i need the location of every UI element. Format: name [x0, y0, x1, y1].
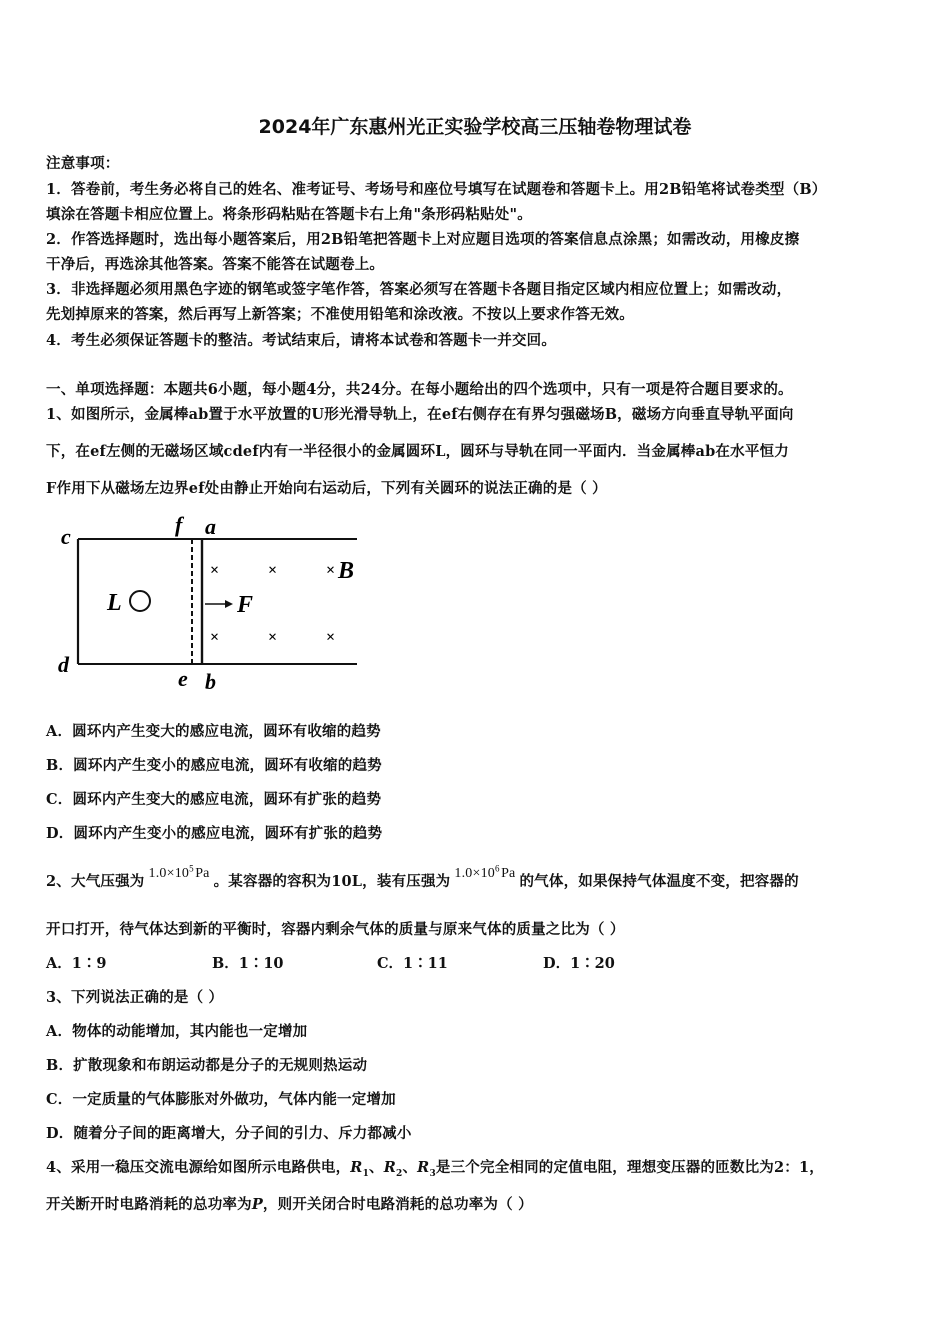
- notice-heading: 注意事项：: [46, 155, 120, 172]
- q2-option-b: B．1∶10: [212, 955, 284, 972]
- q3-option-d: D．随着分子间的距离增大，分子间的引力、斥力都减小: [46, 1125, 412, 1142]
- q2-formula-gas: $1.0\times 10^6$ Pa: [454, 863, 516, 881]
- label-b: b: [205, 669, 216, 694]
- page-title: 2024年广东惠州光正实验学校高三压轴卷物理试卷: [258, 116, 692, 138]
- label-c: c: [61, 524, 71, 549]
- q2-option-d: D．1∶20: [543, 955, 615, 972]
- field-cross: ×: [268, 562, 278, 579]
- label-e: e: [178, 666, 188, 691]
- label-F: F: [237, 592, 254, 618]
- field-cross: ×: [268, 629, 278, 646]
- q1-stem-line: F作用下从磁场左边界ef处由静止开始向右运动后，下列有关圆环的说法正确的是（ ）: [46, 480, 607, 497]
- q3-stem: 3、下列说法正确的是（ ）: [46, 989, 224, 1006]
- notice-line: 2．作答选择题时，选出每小题答案后，用2B铅笔把答题卡上对应题目选项的答案信息点涂黑；如需改动，用橡皮擦: [46, 231, 800, 248]
- q3-option-b: B．扩散现象和布朗运动都是分子的无规则热运动: [46, 1057, 368, 1074]
- q2-text: 2、大气压强为: [46, 873, 145, 890]
- notice-line: 填涂在答题卡相应位置上。将条形码粘贴在答题卡右上角"条形码粘贴处"。: [46, 206, 532, 223]
- q1-stem-line: 下，在ef左侧的无磁场区域cdef内有一半径很小的金属圆环L，圆环与导轨在同一平面内．当金属棒ab在水平恒力: [46, 443, 789, 460]
- q1-option-d: D．圆环内产生变小的感应电流，圆环有扩张的趋势: [46, 825, 383, 842]
- field-cross: ×: [326, 562, 336, 579]
- q2-formula-atm: $1.0\times 10^5$ Pa: [148, 863, 210, 881]
- q2-stem-line1: [46, 863, 799, 891]
- section-heading: 一、单项选择题：本题共6小题，每小题4分，共24分。在每小题给出的四个选项中，只有一项是符合题目要求的。: [46, 381, 793, 398]
- notice-line: 1．答卷前，考生务必将自己的姓名、准考证号、考场号和座位号填写在试题卷和答题卡上。用2B铅笔将试卷类型（B）: [46, 181, 827, 198]
- label-d: d: [58, 652, 69, 677]
- q4-stem-line1: 4、采用一稳压交流电源给如图所示电路供电，$R_1$、$R_2$、$R_3$是三个完全相同的定值电阻，理想变压器的匝数比为2：1，: [46, 1159, 824, 1179]
- field-cross: ×: [210, 562, 220, 579]
- q1-figure: [55, 508, 375, 698]
- notice-line: 干净后，再选涂其他答案。答案不能答在试题卷上。: [46, 256, 385, 273]
- notice-line: 4．考生必须保证答题卡的整洁。考试结束后，请将本试卷和答题卡一并交回。: [46, 332, 557, 349]
- q2-option-a: A．1∶9: [46, 955, 107, 972]
- label-B: B: [338, 558, 355, 584]
- notice-line: 3．非选择题必须用黑色字迹的钢笔或签字笔作答，答案必须写在答题卡各题目指定区域内相应位置上；如需改动，: [46, 281, 792, 298]
- label-f: f: [175, 512, 183, 537]
- label-L: L: [107, 590, 122, 616]
- field-cross: ×: [210, 629, 220, 646]
- q1-stem-line: 1、如图所示，金属棒ab置于水平放置的U形光滑导轨上，在ef右侧存在有界匀强磁场B，磁场方向垂直导轨平面向: [46, 406, 794, 423]
- q1-option-a: A．圆环内产生变大的感应电流，圆环有收缩的趋势: [46, 723, 381, 740]
- notice-line: 先划掉原来的答案，然后再写上新答案；不准使用铅笔和涂改液。不按以上要求作答无效。: [46, 306, 634, 323]
- field-cross: ×: [326, 629, 336, 646]
- q2-text: 的气体，如果保持气体温度不变，把容器的: [519, 873, 799, 890]
- label-a: a: [205, 514, 216, 539]
- q2-option-c: C．1∶11: [377, 955, 448, 972]
- q4-stem-line2: 开关断开时电路消耗的总功率为P，则开关闭合时电路消耗的总功率为（ ）: [46, 1196, 533, 1213]
- q1-option-c: C．圆环内产生变大的感应电流，圆环有扩张的趋势: [46, 791, 382, 808]
- q1-option-b: B．圆环内产生变小的感应电流，圆环有收缩的趋势: [46, 757, 382, 774]
- q2-stem-line2: 开口打开，待气体达到新的平衡时，容器内剩余气体的质量与原来气体的质量之比为（ ）: [46, 921, 625, 938]
- q2-text: 。某容器的容积为10L，装有压强为: [213, 873, 451, 890]
- q3-option-a: A．物体的动能增加，其内能也一定增加: [46, 1023, 308, 1040]
- ring-L: [130, 591, 150, 611]
- force-arrowhead: [225, 600, 233, 608]
- q3-option-c: C．一定质量的气体膨胀对外做功，气体内能一定增加: [46, 1091, 396, 1108]
